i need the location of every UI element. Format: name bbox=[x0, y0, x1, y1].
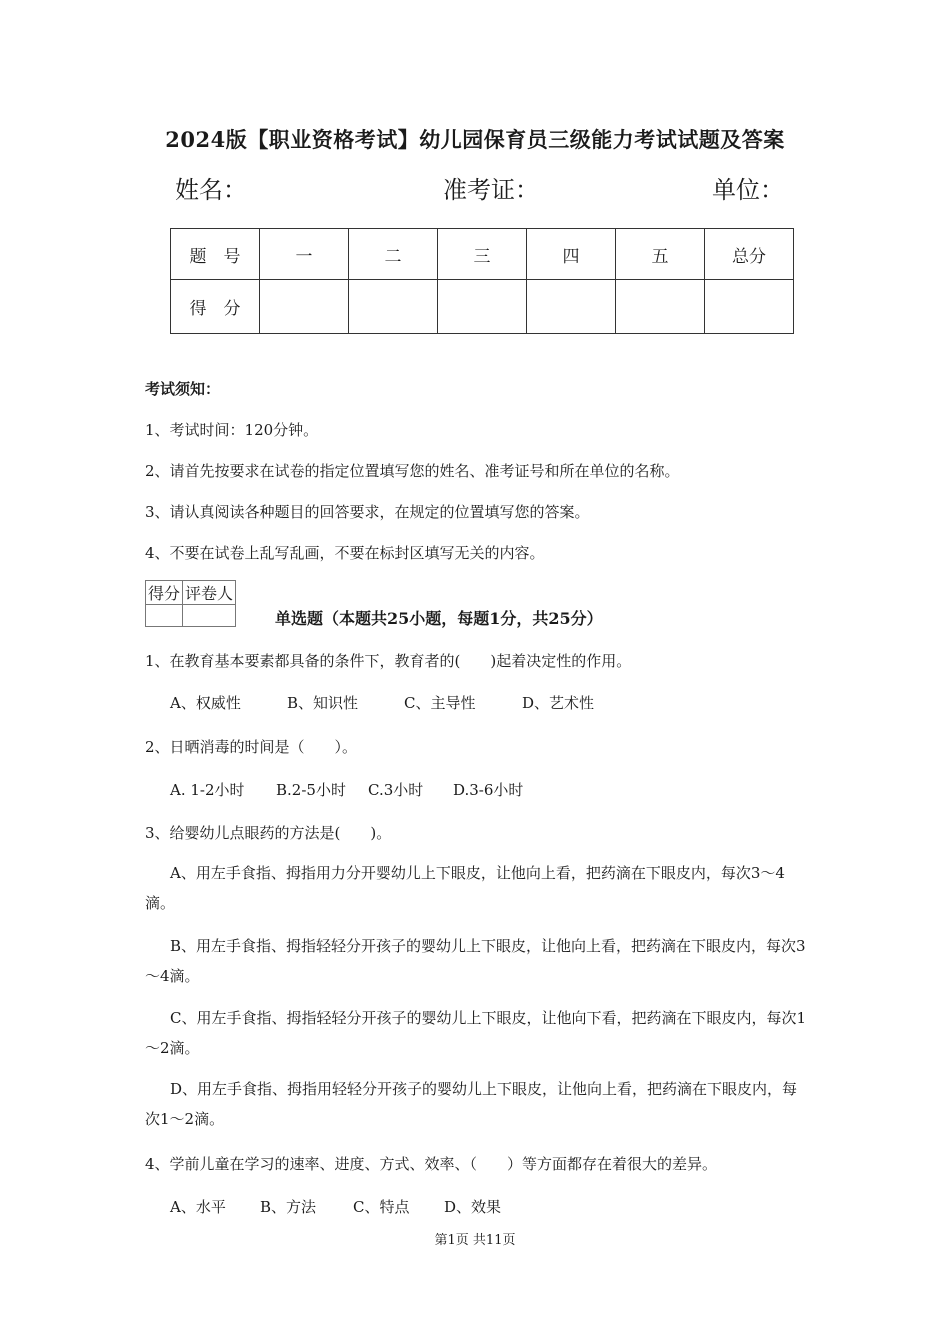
document-title: 2024版【职业资格考试】幼儿园保育员三级能力考试试题及答案 bbox=[165, 127, 785, 152]
page-footer: 第1页 共11页 bbox=[434, 1233, 516, 1248]
score-entry-cell[interactable] bbox=[705, 280, 794, 334]
question-options bbox=[170, 1196, 501, 1217]
score-table-cell: 一 bbox=[260, 229, 349, 280]
score-table-score-row bbox=[171, 280, 794, 334]
question-options bbox=[170, 692, 594, 713]
notice-heading: 考试须知： bbox=[145, 380, 221, 398]
notice-item: 3、请认真阅读各种题目的回答要求，在规定的位置填写您的答案。 bbox=[145, 503, 590, 521]
option-c[interactable]: C.3小时 bbox=[368, 781, 424, 799]
option-c[interactable]: C、特点 bbox=[353, 1198, 410, 1216]
long-option-a[interactable]: A、用左手食指、拇指用力分开婴幼儿上下眼皮，让他向上看，把药滴在下眼皮内，每次3～4滴。 bbox=[145, 864, 785, 912]
question-stem: 3、给婴幼儿点眼药的方法是( )。 bbox=[145, 824, 392, 842]
option-c[interactable]: C、主导性 bbox=[404, 694, 476, 712]
question-options bbox=[170, 779, 523, 800]
option-d[interactable]: D、效果 bbox=[444, 1198, 502, 1216]
question-stem: 1、在教育基本要素都具备的条件下，教育者的( )起着决定性的作用。 bbox=[145, 652, 632, 670]
option-b[interactable]: B.2-5小时 bbox=[276, 781, 346, 799]
option-d[interactable]: D.3-6小时 bbox=[453, 781, 524, 799]
score-table-cell: 四 bbox=[527, 229, 616, 280]
score-entry-cell[interactable] bbox=[438, 280, 527, 334]
score-table-cell: 二 bbox=[349, 229, 438, 280]
score-table-row-label: 得 分 bbox=[171, 280, 260, 334]
long-option-d[interactable]: D、用左手食指、拇指用轻轻分开孩子的婴幼儿上下眼皮，让他向上看，把药滴在下眼皮内，每次1～2滴。 bbox=[145, 1080, 798, 1128]
grader-name-label: 评卷人 bbox=[183, 581, 236, 605]
option-d[interactable]: D、艺术性 bbox=[522, 694, 595, 712]
score-table-cell: 五 bbox=[616, 229, 705, 280]
question-stem: 2、日晒消毒的时间是（ ）。 bbox=[145, 738, 358, 756]
grader-name-cell[interactable] bbox=[183, 605, 236, 627]
question-stem: 4、学前儿童在学习的速率、进度、方式、效率、（ ）等方面都存在着很大的差异。 bbox=[145, 1155, 718, 1173]
grader-box bbox=[145, 580, 236, 627]
long-option-b[interactable]: B、用左手食指、拇指轻轻分开孩子的婴幼儿上下眼皮，让他向上看，把药滴在下眼皮内，每次3～4滴。 bbox=[145, 937, 806, 985]
long-option-c[interactable]: C、用左手食指、拇指轻轻分开孩子的婴幼儿上下眼皮，让他向下看，把药滴在下眼皮内，每次1～2滴。 bbox=[145, 1009, 807, 1057]
option-a[interactable]: A、权威性 bbox=[170, 694, 241, 712]
score-table bbox=[170, 228, 794, 334]
option-b[interactable]: B、知识性 bbox=[287, 694, 359, 712]
option-b[interactable]: B、方法 bbox=[260, 1198, 317, 1216]
grader-score-cell[interactable] bbox=[146, 605, 183, 627]
score-entry-cell[interactable] bbox=[349, 280, 438, 334]
score-entry-cell[interactable] bbox=[260, 280, 349, 334]
notice-item: 2、请首先按要求在试卷的指定位置填写您的姓名、准考证号和所在单位的名称。 bbox=[145, 462, 680, 480]
score-entry-cell[interactable] bbox=[527, 280, 616, 334]
option-a[interactable]: A. 1-2小时 bbox=[170, 781, 245, 799]
score-table-cell: 题 号 bbox=[171, 229, 260, 280]
name-field-label: 姓名： bbox=[175, 176, 247, 204]
grader-score-label: 得分 bbox=[146, 581, 183, 605]
exam-id-field-label: 准考证： bbox=[443, 176, 539, 204]
score-table-cell: 总分 bbox=[705, 229, 794, 280]
score-table-header-row bbox=[171, 229, 794, 280]
score-entry-cell[interactable] bbox=[616, 280, 705, 334]
notice-item: 1、考试时间：120分钟。 bbox=[145, 421, 319, 439]
option-a[interactable]: A、水平 bbox=[170, 1198, 226, 1216]
section-title: 单选题（本题共25小题，每题1分，共25分） bbox=[275, 609, 603, 628]
score-table-cell: 三 bbox=[438, 229, 527, 280]
notice-item: 4、不要在试卷上乱写乱画，不要在标封区填写无关的内容。 bbox=[145, 544, 545, 562]
unit-field-label: 单位： bbox=[712, 176, 784, 204]
